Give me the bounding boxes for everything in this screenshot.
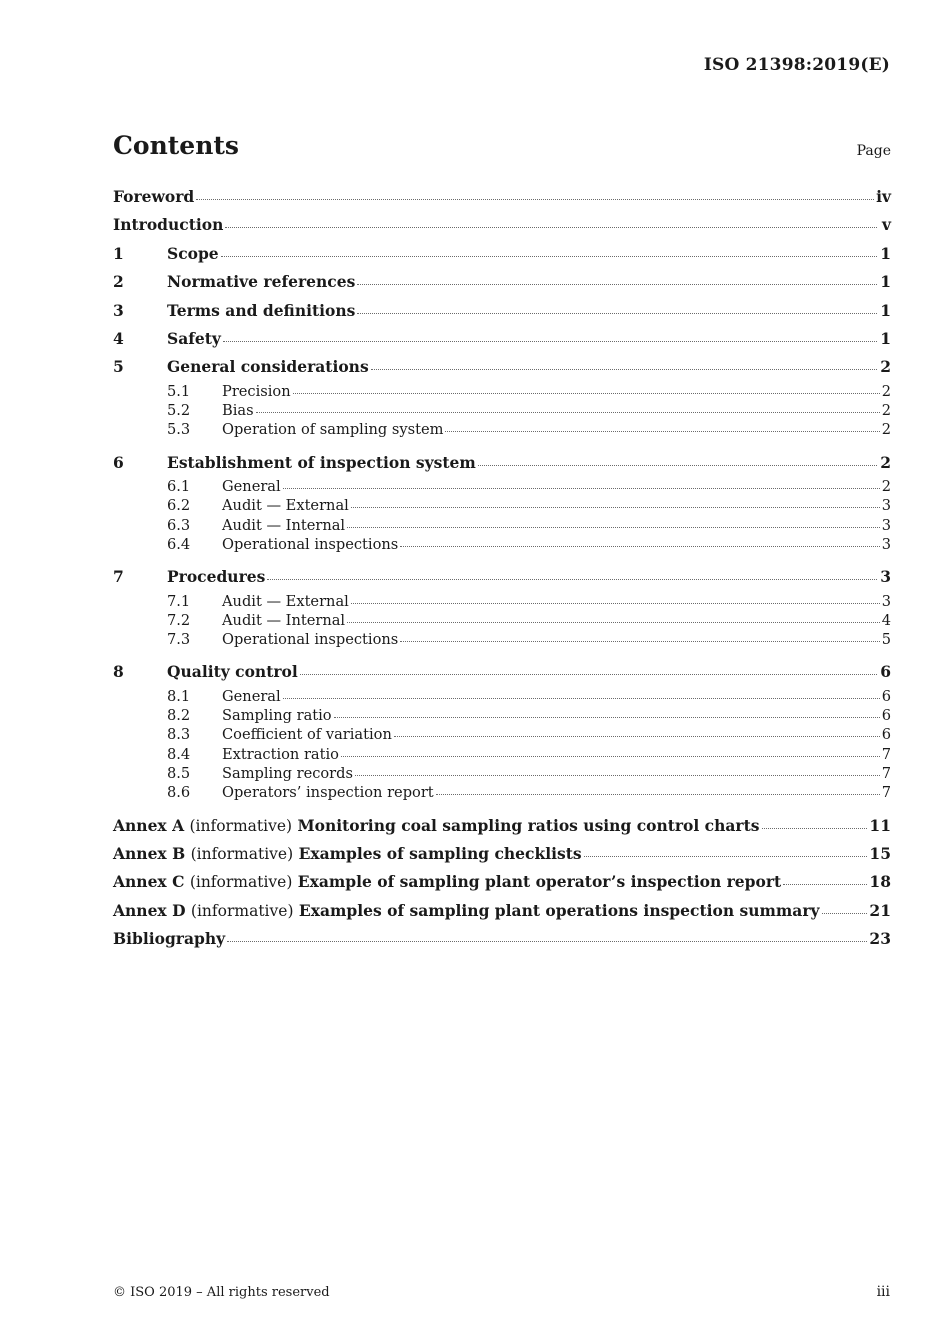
toc-page: 7: [881, 765, 891, 783]
dot-leader: [351, 507, 880, 508]
toc-title: Audit — External: [222, 592, 349, 610]
toc-title: Audit — Internal: [222, 516, 346, 534]
toc-title: Audit — Internal: [222, 611, 346, 629]
toc-entry[interactable]: [113, 516, 891, 535]
dot-leader: [351, 603, 880, 604]
toc-title: Operation of sampling system: [222, 421, 444, 439]
toc-page: 6: [881, 687, 891, 705]
toc-number: 4: [113, 328, 124, 348]
annex-name: Monitoring coal sampling ratios using control charts: [297, 815, 760, 835]
dot-leader: [400, 641, 879, 642]
dot-leader: [783, 884, 867, 885]
toc-page: iv: [876, 187, 891, 206]
toc-title: Foreword: [113, 187, 195, 206]
toc-number: 8.2: [167, 707, 191, 725]
annex-label: Annex D: [113, 900, 186, 920]
toc-number: 8.6: [167, 784, 191, 802]
toc-entry[interactable]: [113, 449, 891, 477]
toc-entry[interactable]: [113, 706, 891, 725]
toc-number: 8: [113, 662, 124, 682]
toc-title: Normative references: [167, 272, 356, 292]
toc-number: 8.5: [167, 765, 191, 783]
toc-number: 6.2: [167, 497, 191, 515]
toc-entry[interactable]: [113, 477, 891, 496]
toc-number: 5.3: [167, 421, 191, 439]
dot-leader: [357, 284, 877, 285]
dot-leader: [355, 775, 880, 776]
toc-page: 1: [880, 272, 891, 292]
toc-entry[interactable]: [113, 868, 891, 896]
dot-leader: [371, 369, 877, 370]
toc-entry[interactable]: [113, 496, 891, 515]
toc-number: 8.1: [167, 687, 191, 705]
dot-leader: [445, 431, 879, 432]
toc-number: 5.2: [167, 402, 191, 420]
toc-number: 6.4: [167, 535, 191, 553]
toc-entry[interactable]: [113, 745, 891, 764]
toc-title: Coefficient of variation: [222, 726, 392, 744]
toc-entry[interactable]: [113, 297, 891, 325]
toc-page: 4: [881, 611, 891, 629]
toc-page: 3: [881, 516, 891, 534]
toc-page: 3: [881, 592, 891, 610]
toc-title: Sampling records: [222, 765, 353, 783]
toc-title: General: [222, 478, 281, 496]
toc-entry[interactable]: [113, 812, 891, 840]
toc-entry[interactable]: [113, 420, 891, 439]
dot-leader: [293, 393, 880, 394]
dot-leader: [196, 199, 874, 200]
annex-type: (informative): [189, 816, 293, 835]
toc-entry[interactable]: [113, 925, 891, 953]
toc-number: 8.3: [167, 726, 191, 744]
toc-entry[interactable]: [113, 783, 891, 802]
toc-number: 2: [113, 272, 124, 292]
toc-page: 6: [881, 726, 891, 744]
toc-annex-title: [113, 840, 582, 868]
copyright-notice: © ISO 2019 – All rights reserved: [113, 1285, 330, 1300]
toc-entry[interactable]: [113, 658, 891, 686]
dot-leader: [225, 227, 877, 228]
dot-leader: [341, 756, 880, 757]
toc-entry[interactable]: [113, 611, 891, 630]
toc-number: 7.3: [167, 631, 191, 649]
annex-label: Annex C: [113, 872, 185, 892]
toc-page: 2: [880, 357, 891, 377]
toc-entry[interactable]: [113, 325, 891, 353]
toc-page: 1: [880, 328, 891, 348]
toc-entry[interactable]: [113, 764, 891, 783]
toc-entry[interactable]: [113, 240, 891, 268]
toc-title: Procedures: [167, 567, 266, 587]
toc-annex-title: [113, 868, 781, 896]
dot-leader: [256, 412, 880, 413]
toc-title: Terms and definitions: [167, 300, 356, 320]
toc-title: Quality control: [167, 662, 298, 682]
toc-number: 5: [113, 357, 124, 377]
toc-page: 3: [881, 535, 891, 553]
toc-entry[interactable]: [113, 725, 891, 744]
toc-title: Bias: [222, 402, 254, 420]
dot-leader: [394, 736, 880, 737]
annex-name: Examples of sampling checklists: [298, 844, 582, 864]
toc-title: Operational inspections: [222, 535, 399, 553]
toc-entry[interactable]: [113, 897, 891, 925]
toc-entry[interactable]: [113, 183, 891, 211]
annex-type: (informative): [190, 901, 294, 920]
dot-leader: [300, 674, 877, 675]
annex-name: Examples of sampling plant operations inspection summary: [298, 900, 820, 920]
dot-leader: [347, 622, 880, 623]
toc-entry[interactable]: [113, 592, 891, 611]
toc-page: 15: [869, 844, 891, 864]
toc-number: 8.4: [167, 745, 191, 763]
toc-annex-title: [113, 812, 760, 840]
toc-title: Introduction: [113, 215, 224, 235]
toc-page: 5: [881, 631, 891, 649]
toc-entry[interactable]: [113, 535, 891, 554]
toc-title: Safety: [167, 328, 221, 348]
toc-entry[interactable]: [113, 630, 891, 649]
toc-title: Scope: [167, 243, 219, 263]
dot-leader: [347, 527, 880, 528]
dot-leader: [283, 698, 880, 699]
dot-leader: [478, 465, 877, 466]
toc-entry[interactable]: [113, 687, 891, 706]
toc-page: 2: [880, 452, 891, 472]
dot-leader: [584, 856, 868, 857]
toc-title: Bibliography: [113, 929, 226, 949]
dot-leader: [223, 341, 877, 342]
toc-page: 2: [881, 382, 891, 400]
toc-entry[interactable]: [113, 840, 891, 868]
toc-title: Sampling ratio: [222, 707, 332, 725]
toc-page: 6: [880, 662, 891, 682]
document-id: ISO 21398:2019(E): [703, 55, 890, 75]
toc-page: 2: [881, 402, 891, 420]
toc-title: Establishment of inspection system: [167, 452, 476, 472]
page-number: iii: [876, 1284, 890, 1300]
toc-page: 18: [869, 872, 891, 892]
toc-page: 2: [881, 421, 891, 439]
toc-entry[interactable]: [113, 211, 891, 239]
dot-leader: [762, 828, 868, 829]
page-column-label: Page: [856, 143, 891, 159]
dot-leader: [436, 794, 880, 795]
dot-leader: [267, 579, 877, 580]
toc-entry[interactable]: [113, 563, 891, 591]
toc-entry[interactable]: [113, 401, 891, 420]
toc-entry[interactable]: [113, 353, 891, 381]
toc-page: 11: [869, 815, 891, 835]
toc-number: 6.3: [167, 516, 191, 534]
toc-number: 6.1: [167, 478, 191, 496]
dot-leader: [334, 717, 880, 718]
toc-number: 7.1: [167, 592, 191, 610]
toc-page: 23: [869, 929, 891, 949]
annex-type: (informative): [190, 845, 294, 864]
dot-leader: [227, 941, 867, 942]
toc-annex-title: [113, 897, 820, 925]
toc-title: Operators’ inspection report: [222, 784, 434, 802]
toc-number: 1: [113, 243, 124, 263]
dot-leader: [221, 256, 877, 257]
toc-page: 7: [881, 745, 891, 763]
toc-title: Operational inspections: [222, 631, 399, 649]
toc-number: 7: [113, 567, 124, 587]
toc-title: Precision: [222, 382, 291, 400]
toc-title: General: [222, 687, 281, 705]
dot-leader: [400, 546, 879, 547]
toc-page: 2: [881, 478, 891, 496]
contents-title: Contents: [113, 131, 240, 160]
toc-entry[interactable]: [113, 268, 891, 296]
toc-title: Extraction ratio: [222, 745, 339, 763]
contents-header: [113, 131, 891, 165]
toc-page: 1: [880, 300, 891, 320]
annex-name: Example of sampling plant operator’s inspection report: [297, 872, 782, 892]
dot-leader: [822, 913, 868, 914]
toc-number: 7.2: [167, 611, 191, 629]
annex-label: Annex B: [113, 844, 186, 864]
toc-page: 7: [881, 784, 891, 802]
toc-page: 3: [881, 497, 891, 515]
toc-number: 6: [113, 452, 124, 472]
toc-page: 6: [881, 707, 891, 725]
toc-title: General considerations: [167, 357, 369, 377]
toc-title: Audit — External: [222, 497, 349, 515]
toc-page: 3: [880, 567, 891, 587]
toc-entry[interactable]: [113, 382, 891, 401]
dot-leader: [283, 488, 880, 489]
annex-label: Annex A: [113, 815, 185, 835]
annex-type: (informative): [189, 873, 293, 892]
toc-page: 1: [880, 243, 891, 263]
dot-leader: [357, 313, 877, 314]
toc-page: 21: [869, 900, 891, 920]
table-of-contents: [113, 183, 891, 954]
toc-page: v: [881, 215, 891, 235]
toc-number: 5.1: [167, 382, 191, 400]
toc-number: 3: [113, 300, 124, 320]
